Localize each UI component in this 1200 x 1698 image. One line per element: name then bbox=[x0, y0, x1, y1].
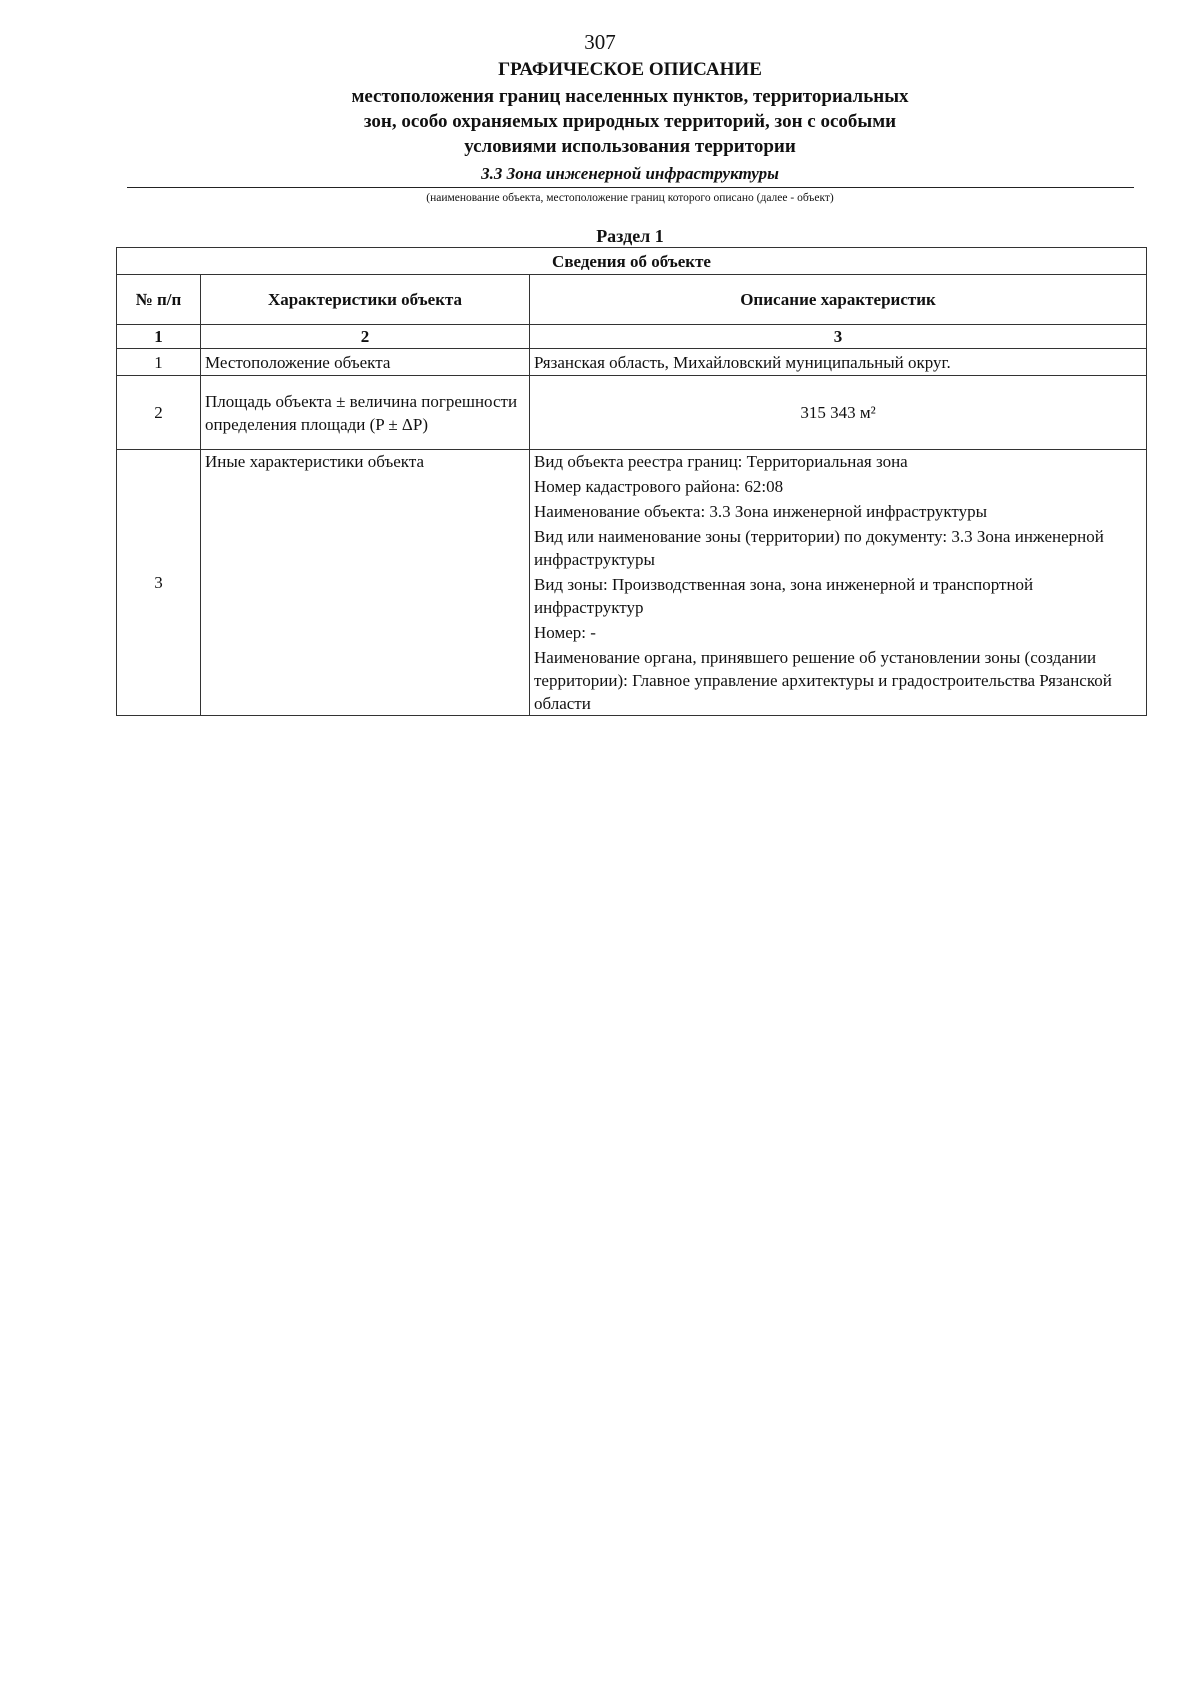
object-info-table bbox=[116, 247, 1147, 716]
description-line: Номер кадастрового района: 62:08 bbox=[534, 477, 784, 496]
column-number: 2 bbox=[201, 325, 530, 349]
subtitle-line: условиями использования территории bbox=[464, 136, 796, 157]
document-subtitle bbox=[0, 84, 1200, 159]
row-description: Рязанская область, Михайловский муниципальный округ. bbox=[530, 349, 1147, 376]
description-line: Наименование объекта: 3.3 Зона инженерной инфраструктуры bbox=[534, 502, 988, 521]
table-row bbox=[117, 376, 1147, 450]
row-characteristic: Иные характеристики объекта bbox=[201, 450, 530, 716]
row-number: 2 bbox=[117, 376, 201, 450]
row-description: 315 343 м² bbox=[530, 376, 1147, 450]
table-caption: Сведения об объекте bbox=[117, 248, 1147, 275]
table-header-row bbox=[117, 275, 1147, 325]
header-number: № п/п bbox=[117, 275, 201, 325]
document-title: ГРАФИЧЕСКОЕ ОПИСАНИЕ bbox=[498, 59, 762, 80]
header-characteristic: Характеристики объекта bbox=[201, 275, 530, 325]
section-title: Раздел 1 bbox=[596, 226, 664, 246]
description-line: Вид зоны: Производственная зона, зона инженерной и транспортной инфраструктур bbox=[534, 575, 1034, 617]
description-line: Номер: - bbox=[534, 623, 596, 642]
subtitle-line: зон, особо охраняемых природных территорий, зон с особыми bbox=[363, 111, 897, 132]
header-description: Описание характеристик bbox=[530, 275, 1147, 325]
description-line: Наименование органа, принявшего решение об установлении зоны (создании территории): Главное управление архитектуры и градостроительства Рязанской области bbox=[534, 648, 1112, 713]
column-numbers-row bbox=[117, 325, 1147, 349]
object-name-underline bbox=[127, 187, 1134, 188]
table-row bbox=[117, 349, 1147, 376]
row-number: 3 bbox=[117, 450, 201, 716]
table-caption-row bbox=[117, 248, 1147, 275]
row-description bbox=[530, 450, 1147, 716]
row-number: 1 bbox=[117, 349, 201, 376]
object-name: 3.3 Зона инженерной инфраструктуры bbox=[481, 164, 779, 183]
page-number: 307 bbox=[584, 30, 616, 54]
subtitle-line: местоположения границ населенных пунктов, территориальных bbox=[351, 86, 909, 107]
row-characteristic: Площадь объекта ± величина погрешности определения площади (P ± ΔP) bbox=[201, 376, 530, 450]
column-number: 3 bbox=[530, 325, 1147, 349]
row-characteristic: Местоположение объекта bbox=[201, 349, 530, 376]
description-line: Вид или наименование зоны (территории) по документу: 3.3 Зона инженерной инфраструктуры bbox=[534, 527, 1104, 569]
description-line: Вид объекта реестра границ: Территориальная зона bbox=[534, 452, 908, 471]
table-row bbox=[117, 450, 1147, 716]
object-caption: (наименование объекта, местоположение границ которого описано (далее - объект) bbox=[426, 192, 834, 204]
column-number: 1 bbox=[117, 325, 201, 349]
